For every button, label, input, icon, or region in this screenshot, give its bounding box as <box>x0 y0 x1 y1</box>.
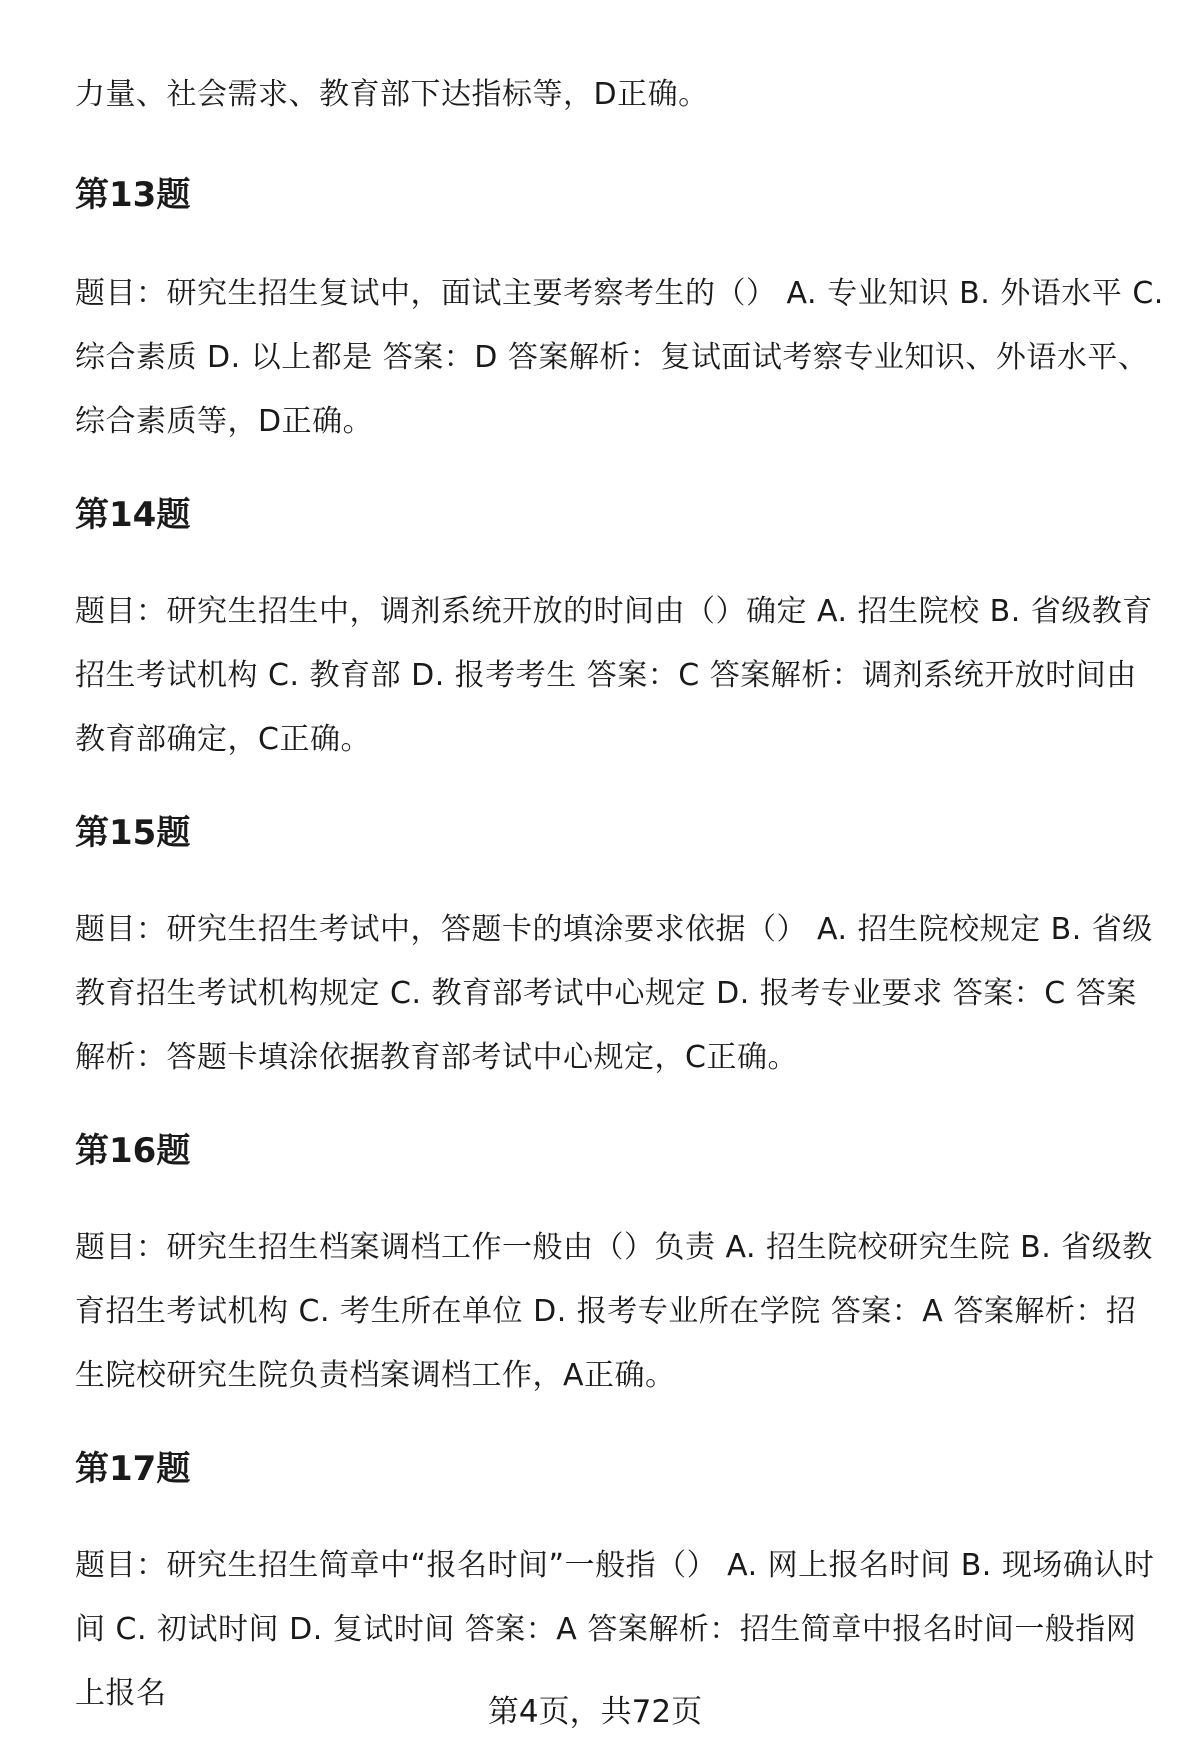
question-17-heading: 第17题 <box>75 1449 191 1489</box>
question-17-body: 题目：研究生招生简章中“报名时间”一般指（） A. 网上报名时间 B. 现场确认时间 C. 初试时间 D. 复试时间 答案：A 答案解析：招生简章中报名时间一般指网上报名 <box>75 1548 1155 1711</box>
question-15-heading: 第15题 <box>75 813 191 853</box>
question-14-body: 题目：研究生招生中，调剂系统开放的时间由（）确定 A. 招生院校 B. 省级教育招生考试机构 C. 教育部 D. 报考考生 答案：C 答案解析：调剂系统开放时间由教育部确定，C正确。 <box>75 594 1153 757</box>
question-14-heading: 第14题 <box>75 495 191 535</box>
question-13-body: 题目：研究生招生复试中，面试主要考察考生的（） A. 专业知识 B. 外语水平 C. 综合素质 D. 以上都是 答案：D 答案解析：复试面试考察专业知识、外语水平、综合素质等，D正确。 <box>75 276 1164 439</box>
question-16-heading: 第16题 <box>75 1131 191 1171</box>
continued-paragraph: 力量、社会需求、教育部下达指标等，D正确。 <box>75 77 709 112</box>
page-number-footer: 第4页，共72页 <box>487 1694 703 1730</box>
question-13-heading: 第13题 <box>75 175 191 215</box>
question-16-body: 题目：研究生招生档案调档工作一般由（）负责 A. 招生院校研究生院 B. 省级教育招生考试机构 C. 考生所在单位 D. 报考专业所在学院 答案：A 答案解析：招生院校研究生院负责档案调档工作，A正确。 <box>75 1230 1153 1393</box>
question-15-body: 题目：研究生招生考试中，答题卡的填涂要求依据（） A. 招生院校规定 B. 省级教育招生考试机构规定 C. 教育部考试中心规定 D. 报考专业要求 答案：C 答案解析：答题卡填涂依据教育部考试中心规定，C正确。 <box>75 912 1153 1075</box>
